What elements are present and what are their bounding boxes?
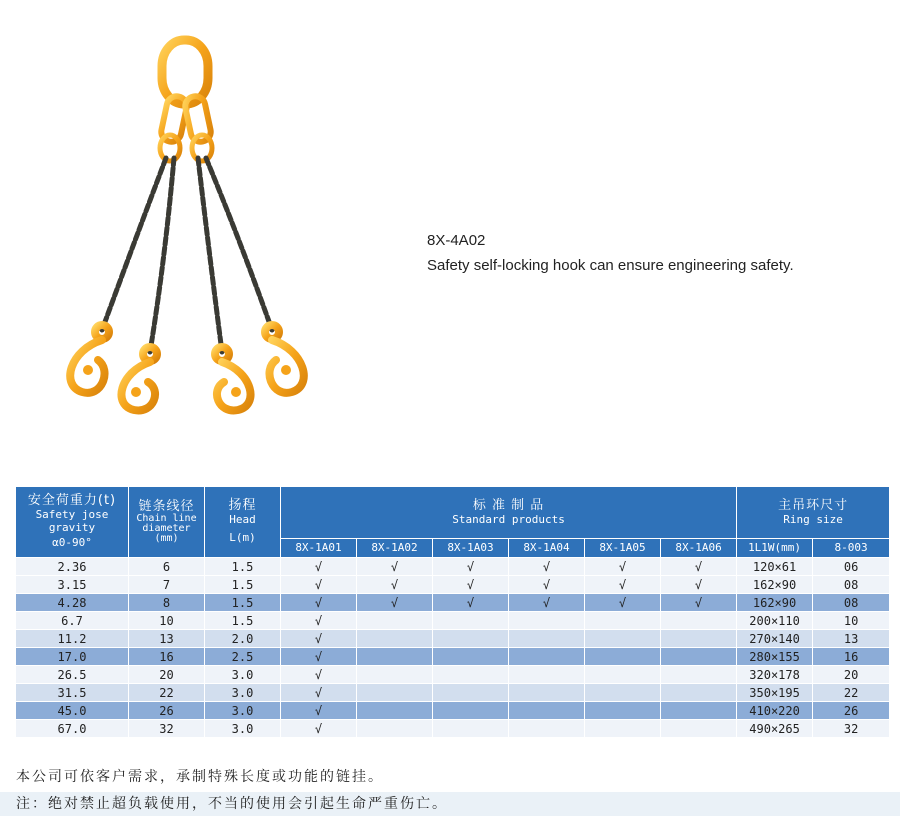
cell-standard-check: √ — [281, 666, 357, 684]
header-std-col: 8X-1A01 — [281, 539, 357, 558]
table-row — [16, 702, 890, 720]
header-wll: 安全荷重力(t) Safety jose gravity α0-90° — [16, 487, 129, 558]
table-row — [16, 720, 890, 738]
specification-table — [15, 486, 890, 738]
cell-ring-code: 06 — [813, 558, 890, 576]
cell-standard-check — [509, 684, 585, 702]
table-row — [16, 612, 890, 630]
cell-wll: 6.7 — [16, 612, 129, 630]
header-std-col: 8X-1A05 — [585, 539, 661, 558]
cell-head: 1.5 — [205, 612, 281, 630]
cell-chain-diameter: 32 — [129, 720, 205, 738]
cell-head: 1.5 — [205, 558, 281, 576]
cell-ring-dim: 490×265 — [737, 720, 813, 738]
cell-chain-diameter: 8 — [129, 594, 205, 612]
cell-head: 3.0 — [205, 666, 281, 684]
table-row — [16, 630, 890, 648]
cell-standard-check — [585, 666, 661, 684]
header-ring-dim: 1L1W(mm) — [737, 539, 813, 558]
header-standard-products: 标 准 制 品 Standard products — [281, 487, 737, 539]
table-row — [16, 684, 890, 702]
cell-standard-check — [661, 684, 737, 702]
cell-standard-check: √ — [509, 594, 585, 612]
cell-ring-dim: 280×155 — [737, 648, 813, 666]
cell-standard-check — [433, 720, 509, 738]
cell-standard-check — [509, 612, 585, 630]
cell-ring-code: 26 — [813, 702, 890, 720]
cell-standard-check — [661, 666, 737, 684]
cell-standard-check: √ — [661, 558, 737, 576]
cell-standard-check — [661, 720, 737, 738]
header-chain-diameter: 链条线径 Chain line diameter (mm) — [129, 487, 205, 558]
cell-standard-check: √ — [509, 558, 585, 576]
cell-standard-check: √ — [281, 702, 357, 720]
cell-standard-check — [509, 666, 585, 684]
cell-head: 3.0 — [205, 684, 281, 702]
cell-standard-check: √ — [357, 594, 433, 612]
cell-standard-check — [357, 666, 433, 684]
header-ring-code: 8-003 — [813, 539, 890, 558]
cell-standard-check — [509, 720, 585, 738]
cell-wll: 45.0 — [16, 702, 129, 720]
cell-standard-check: √ — [357, 558, 433, 576]
cell-standard-check: √ — [281, 684, 357, 702]
cell-standard-check: √ — [281, 612, 357, 630]
cell-standard-check — [585, 612, 661, 630]
cell-standard-check — [585, 720, 661, 738]
header-ring-size: 主吊环尺寸 Ring size — [737, 487, 890, 539]
cell-standard-check — [357, 612, 433, 630]
cell-head: 3.0 — [205, 720, 281, 738]
cell-ring-code: 08 — [813, 594, 890, 612]
cell-wll: 31.5 — [16, 684, 129, 702]
header-std-col: 8X-1A06 — [661, 539, 737, 558]
cell-standard-check — [509, 702, 585, 720]
table-row — [16, 666, 890, 684]
cell-standard-check — [357, 720, 433, 738]
cell-standard-check: √ — [281, 648, 357, 666]
cell-wll: 17.0 — [16, 648, 129, 666]
cell-ring-dim: 200×110 — [737, 612, 813, 630]
table-row — [16, 576, 890, 594]
cell-standard-check: √ — [357, 576, 433, 594]
cell-ring-dim: 270×140 — [737, 630, 813, 648]
cell-standard-check — [585, 702, 661, 720]
cell-standard-check — [661, 630, 737, 648]
cell-chain-diameter: 22 — [129, 684, 205, 702]
cell-standard-check — [357, 648, 433, 666]
header-std-col: 8X-1A04 — [509, 539, 585, 558]
cell-standard-check — [433, 684, 509, 702]
cell-standard-check: √ — [281, 576, 357, 594]
header-std-col: 8X-1A02 — [357, 539, 433, 558]
cell-standard-check: √ — [433, 594, 509, 612]
cell-standard-check: √ — [281, 630, 357, 648]
cell-ring-dim: 320×178 — [737, 666, 813, 684]
product-model: 8X-4A02 — [427, 232, 486, 249]
cell-standard-check — [585, 630, 661, 648]
cell-ring-code: 22 — [813, 684, 890, 702]
cell-chain-diameter: 10 — [129, 612, 205, 630]
cell-wll: 67.0 — [16, 720, 129, 738]
table-row — [16, 558, 890, 576]
cell-standard-check — [509, 648, 585, 666]
cell-ring-dim: 162×90 — [737, 576, 813, 594]
cell-standard-check: √ — [281, 594, 357, 612]
cell-standard-check — [433, 702, 509, 720]
cell-ring-dim: 162×90 — [737, 594, 813, 612]
cell-standard-check — [433, 612, 509, 630]
cell-chain-diameter: 7 — [129, 576, 205, 594]
cell-wll: 3.15 — [16, 576, 129, 594]
cell-ring-code: 13 — [813, 630, 890, 648]
cell-head: 3.0 — [205, 702, 281, 720]
cell-standard-check — [661, 612, 737, 630]
cell-standard-check: √ — [509, 576, 585, 594]
chain-sling-illustration — [40, 30, 340, 420]
cell-wll: 26.5 — [16, 666, 129, 684]
product-description: Safety self-locking hook can ensure engineering safety. — [427, 257, 794, 274]
cell-ring-dim: 120×61 — [737, 558, 813, 576]
cell-standard-check — [661, 648, 737, 666]
cell-standard-check — [509, 630, 585, 648]
cell-wll: 4.28 — [16, 594, 129, 612]
cell-ring-code: 20 — [813, 666, 890, 684]
overload-warning-note: 注：绝对禁止超负载使用，不当的使用会引起生命严重伤亡。 — [0, 792, 900, 816]
cell-ring-code: 32 — [813, 720, 890, 738]
cell-standard-check — [585, 684, 661, 702]
cell-ring-code: 08 — [813, 576, 890, 594]
cell-wll: 11.2 — [16, 630, 129, 648]
header-head: 扬程 Head L(m) — [205, 487, 281, 558]
cell-ring-code: 10 — [813, 612, 890, 630]
cell-head: 1.5 — [205, 594, 281, 612]
cell-chain-diameter: 6 — [129, 558, 205, 576]
cell-standard-check — [433, 648, 509, 666]
cell-wll: 2.36 — [16, 558, 129, 576]
product-info — [427, 228, 794, 278]
cell-ring-dim: 410×220 — [737, 702, 813, 720]
cell-standard-check: √ — [281, 558, 357, 576]
header-std-col: 8X-1A03 — [433, 539, 509, 558]
table-row — [16, 594, 890, 612]
cell-standard-check: √ — [433, 576, 509, 594]
cell-standard-check — [357, 630, 433, 648]
cell-standard-check: √ — [661, 594, 737, 612]
cell-standard-check — [357, 684, 433, 702]
cell-chain-diameter: 20 — [129, 666, 205, 684]
cell-standard-check: √ — [661, 576, 737, 594]
cell-standard-check: √ — [281, 720, 357, 738]
cell-chain-diameter: 13 — [129, 630, 205, 648]
cell-chain-diameter: 26 — [129, 702, 205, 720]
custom-order-note: 本公司可依客户需求，承制特殊长度或功能的链挂。 — [0, 766, 900, 788]
cell-ring-code: 16 — [813, 648, 890, 666]
table-row — [16, 648, 890, 666]
cell-standard-check — [433, 630, 509, 648]
cell-standard-check: √ — [433, 558, 509, 576]
cell-ring-dim: 350×195 — [737, 684, 813, 702]
cell-chain-diameter: 16 — [129, 648, 205, 666]
cell-head: 1.5 — [205, 576, 281, 594]
cell-standard-check — [357, 702, 433, 720]
cell-head: 2.0 — [205, 630, 281, 648]
cell-standard-check: √ — [585, 558, 661, 576]
cell-standard-check — [433, 666, 509, 684]
cell-standard-check: √ — [585, 594, 661, 612]
cell-standard-check — [661, 702, 737, 720]
cell-standard-check — [585, 648, 661, 666]
cell-head: 2.5 — [205, 648, 281, 666]
cell-standard-check: √ — [585, 576, 661, 594]
